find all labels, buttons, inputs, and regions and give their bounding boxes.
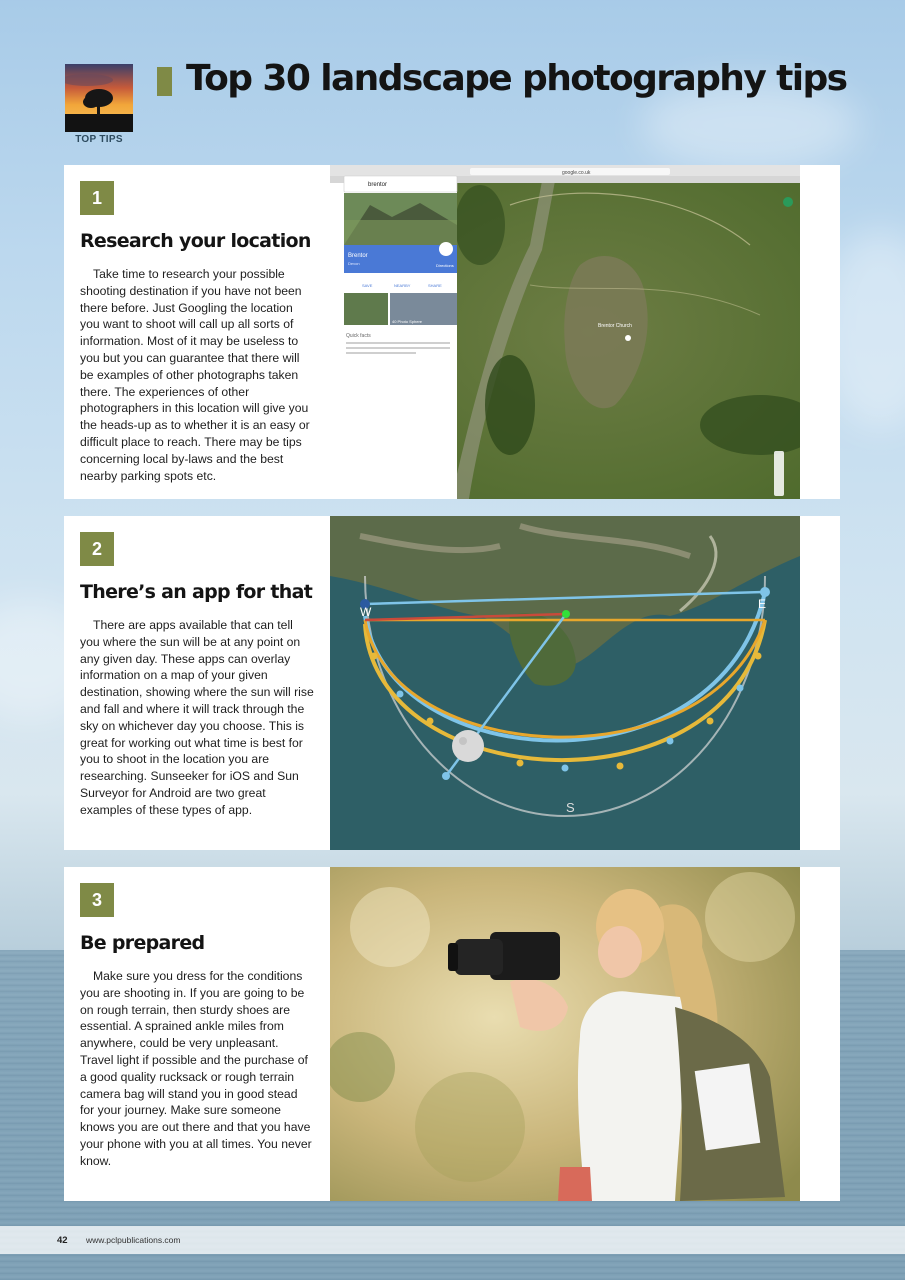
address-bar-text: google.co.uk xyxy=(562,170,591,176)
share-action[interactable]: SHARE xyxy=(428,283,442,288)
account-avatar[interactable] xyxy=(783,197,793,207)
tip-text-column xyxy=(80,532,314,819)
directions-icon[interactable] xyxy=(439,242,453,256)
title-accent-bar xyxy=(157,67,172,96)
location-marker[interactable] xyxy=(562,610,570,618)
photo-sphere-caption: 40 Photo Sphere xyxy=(392,319,423,324)
map-place-label: Brentor Church xyxy=(598,323,632,329)
sunset-marker[interactable] xyxy=(760,587,770,597)
tip-image-google-maps xyxy=(330,165,800,499)
compass-south: S xyxy=(566,800,575,815)
top-tips-thumbnail xyxy=(65,64,133,132)
sun-position-icon[interactable] xyxy=(452,730,484,762)
tip-number-badge: 1 xyxy=(80,181,114,215)
tip-heading: Research your location xyxy=(80,230,311,252)
compass-west: W xyxy=(360,605,372,619)
tip-image-sun-path-map xyxy=(330,516,800,850)
camera-lens xyxy=(455,939,503,975)
tip-text-column xyxy=(80,181,314,484)
tip-number-badge: 3 xyxy=(80,883,114,917)
zoom-control[interactable] xyxy=(774,451,784,496)
compass-east: E xyxy=(758,597,767,611)
tip-body: Take time to research your possible shooting destination if you have not been there before. Just Googling the location you want to shoot will call up all sorts of information. Most of it may be useless to you but you can guarantee that there will be examples of other photographs taken there. The experiences of other photographers in this location will give you the heads-up as to whether it is an easy or difficult place to reach. There may be tips concerning local by-laws and the best nearby parking spots etc. xyxy=(80,267,310,483)
tip-card-3 xyxy=(64,867,840,1201)
page-number: 42 xyxy=(57,1235,68,1246)
section-label: TOP TIPS xyxy=(75,134,123,145)
page-title: Top 30 landscape photography tips xyxy=(186,58,847,99)
footer-url[interactable]: www.pclpublications.com xyxy=(86,1235,181,1245)
tip-body: Make sure you dress for the conditions you are shooting in. If you are going to be on rough terrain, then sturdy shoes are essential. A sprained ankle miles from anywhere, could be very unpleasant. Travel light if possible and the purchase of a good quality rucksack or rough terrain camera bag will stand you in good stead for your journey. Make sure someone knows you are out there and that you have your phone with you at all times. You never know. xyxy=(80,969,312,1168)
place-type: Devon xyxy=(348,261,360,266)
tip-text-column xyxy=(80,883,314,1170)
quick-facts-title: Quick facts xyxy=(346,333,371,339)
maps-search-value: brentor xyxy=(368,182,388,188)
tip-body: There are apps available that can tell you where the sun will be at any point on any given day. These apps can overlay information on a map of your given destination, showing where the sun will rise and fall and where it will track through the sky on whichever day you choose. This is great for working out what time is best for you to shoot in the location you are researching. Sunseeker for iOS and Sun Surveyor for Android are two great examples of these types of app. xyxy=(80,618,314,817)
save-action[interactable]: SAVE xyxy=(362,283,373,288)
map-in-pocket xyxy=(695,1063,761,1150)
nearby-action[interactable]: NEARBY xyxy=(394,283,411,288)
place-photo-thumbnail[interactable] xyxy=(344,293,388,325)
tip-heading: Be prepared xyxy=(80,932,205,954)
tip-card-1 xyxy=(64,165,840,499)
tip-heading: There’s an app for that xyxy=(80,581,313,603)
tip-number-badge: 2 xyxy=(80,532,114,566)
tip-card-2 xyxy=(64,516,840,850)
maps-search-box[interactable] xyxy=(344,176,457,192)
place-name: Brentor xyxy=(348,253,368,259)
directions-label: Directions xyxy=(436,263,454,268)
map-pin-icon[interactable] xyxy=(625,335,631,341)
tip-image-photographer xyxy=(330,867,800,1201)
